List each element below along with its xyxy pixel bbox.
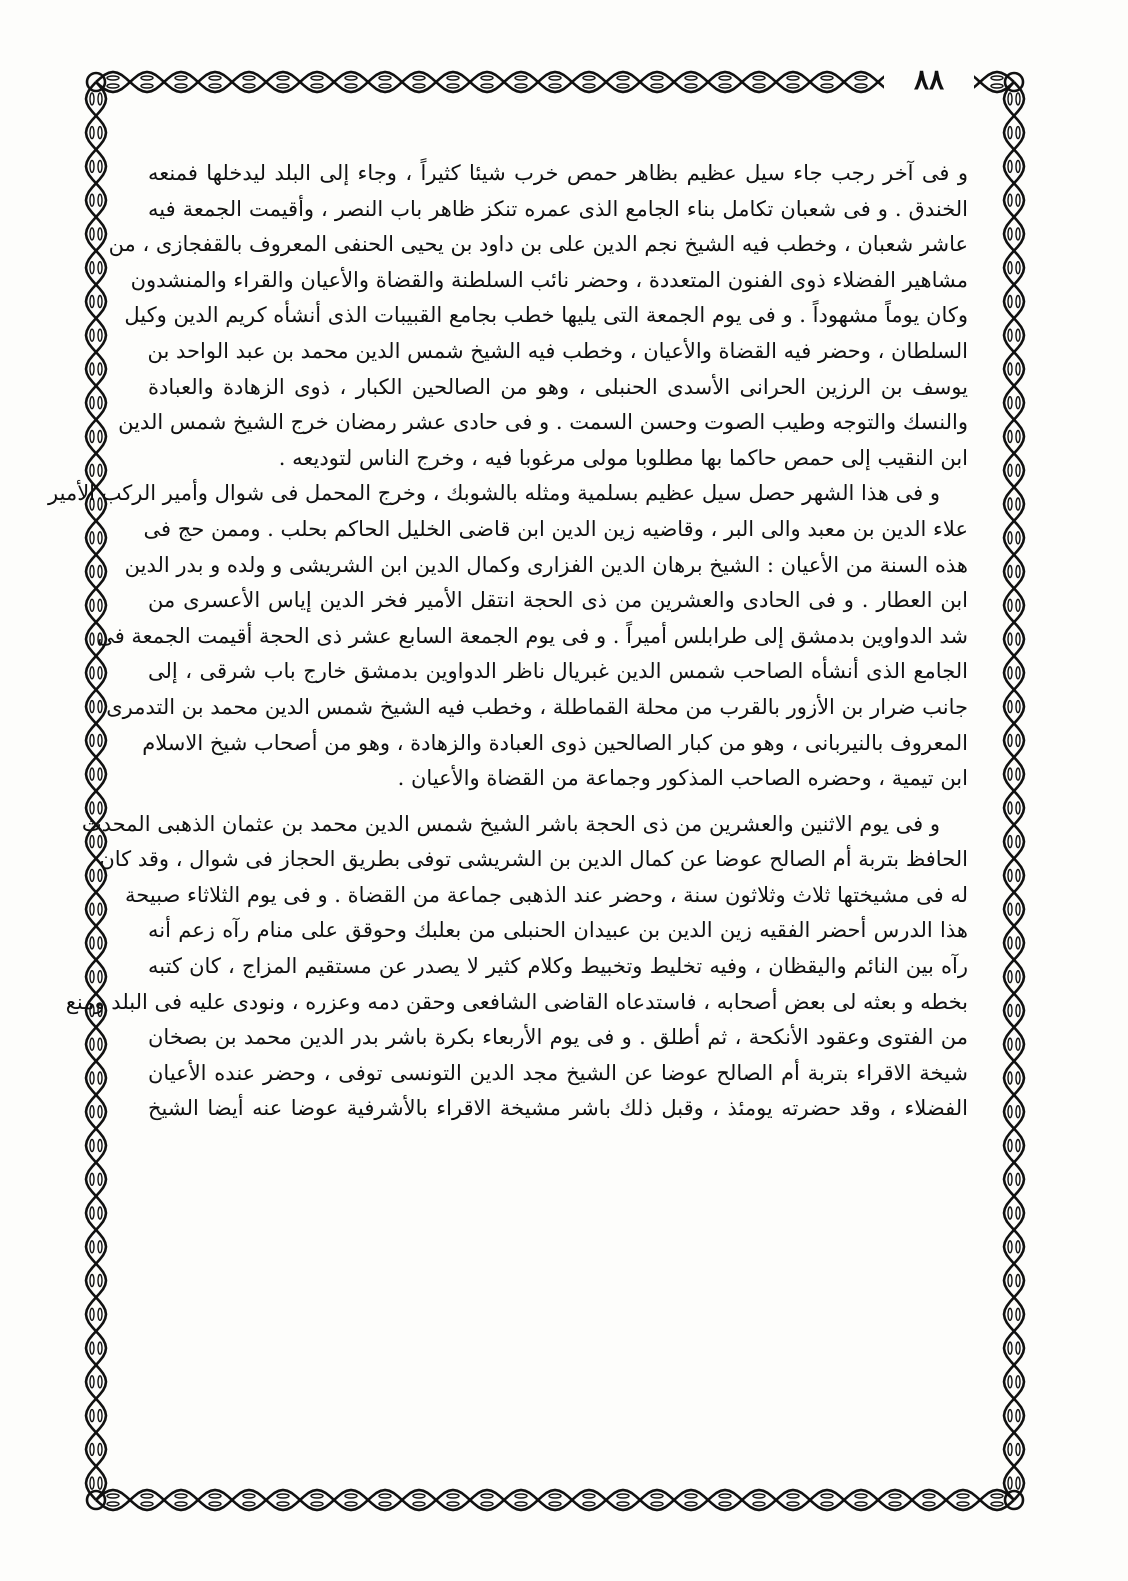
body-text: [48, 156, 968, 1436]
border-top: [96, 72, 1014, 92]
text-line: عاشر شعبان ، وخطب فيه الشيخ نجم الدين على بن داود بن يحيى الحنفى المعروف بالقفجازى ، من: [108, 232, 968, 257]
text-line: و فى هذا الشهر حصل سيل عظيم بسلمية ومثله بالشوبك ، وخرج المحمل فى شوال وأمير الركب الأمير: [48, 481, 940, 506]
border-left: [86, 82, 106, 1500]
text-line: السلطان ، وحضر فيه القضاة والأعيان ، وخطب فيه الشيخ شمس الدين محمد بن عبد الواحد بن: [147, 338, 968, 363]
text-line: ابن العطار . و فى الحادى والعشرين من ذى الحجة انتقل الأمير فخر الدين إياس الأعسرى من: [148, 588, 968, 613]
text-line: من الفتوى وعقود الأنكحة ، ثم أطلق . و فى يوم الأربعاء بكرة باشر بدر الدين محمد بن بصخان: [148, 1025, 968, 1050]
text-line: ابن تيمية ، وحضره الصاحب المذكور وجماعة من القضاة والأعيان .: [397, 766, 968, 791]
text-line: رآه بين النائم واليقظان ، وفيه تخليط وتخبيط وكلام كثير لا يصدر عن مستقيم المزاج ، كان كتبه: [148, 954, 968, 979]
text-line: و فى آخر رجب جاء سيل عظيم بظاهر حمص خرب شيئا كثيراً ، وجاء إلى البلد ليدخلها فمنعه: [148, 161, 968, 185]
text-line: الحافظ بتربة أم الصالح عوضا عن كمال الدين بن الشريشى توفى بطريق الحجاز فى شوال ، وقد كان: [99, 847, 968, 872]
text-line: الفضلاء ، وقد حضرته يومئذ ، وقبل ذلك باشر مشيخة الاقراء بالأشرفية عوضا عنه أيضا الشيخ: [148, 1096, 968, 1121]
paragraph: [65, 807, 968, 1127]
text-line: جانب ضرار بن الأزور بالقرب من محلة القماطلة ، وخطب فيه الشيخ شمس الدين محمد بن التدمرى: [106, 694, 968, 719]
text-line: مشاهير الفضلاء ذوى الفنون المتعددة ، وحضر نائب السلطنة والقضاة والأعيان والقراء والمنشدون: [130, 267, 968, 292]
text-line: هذا الدرس أحضر الفقيه زين الدين بن عبيدان الحنبلى من بعلبك وحوقق على منام رآه زعم أنه: [148, 918, 968, 943]
text-line: الجامع الذى أنشأه الصاحب شمس الدين غبريال ناظر الدواوين بدمشق خارج باب شرقى ، إلى: [148, 659, 968, 684]
text-line: يوسف بن الرزين الحرانى الأسدى الحنبلى ، وهو من الصالحين الكبار ، ذوى الزهادة والعبادة: [148, 374, 968, 399]
text-line: شيخة الاقراء بتربة أم الصالح عوضا عن الشيخ مجد الدين التونسى توفى ، وحضر عنده الأعيان: [148, 1060, 968, 1085]
paragraph-gap: [148, 797, 968, 807]
text-line: شد الدواوين بدمشق إلى طرابلس أميراً . و فى يوم الجمعة السابع عشر ذى الحجة أقيمت الجمعة فى: [97, 623, 968, 648]
paragraph: [48, 476, 968, 796]
text-line: الخندق . و فى شعبان تكامل بناء الجامع الذى عمره تنكز ظاهر باب النصر ، وأقيمت الجمعة فيه: [148, 196, 968, 221]
text-line: ابن النقيب إلى حمص حاكما بها مطلوبا مولى مرغوبا فيه ، وخرج الناس لتوديعه .: [278, 445, 968, 470]
text-line: و فى يوم الاثنين والعشرين من ذى الحجة باشر الشيخ شمس الدين محمد بن عثمان الذهبى المحدث: [81, 811, 940, 836]
text-line: المعروف بالنيربانى ، وهو من كبار الصالحين ذوى العبادة والزهادة ، وهو من أصحاب شيخ الاسلام: [142, 730, 968, 755]
page-number: ٨٨: [884, 62, 974, 98]
border-right: [1004, 82, 1024, 1500]
text-line: والنسك والتوجه وطيب الصوت وحسن السمت . و فى حادى عشر رمضان خرج الشيخ شمس الدين: [118, 410, 968, 435]
paragraph: [108, 156, 968, 476]
text-line: هذه السنة من الأعيان : الشيخ برهان الدين الفزارى وكمال الدين ابن الشريشى و ولده و بدر الدين: [124, 552, 968, 577]
border-bottom: [96, 1490, 1014, 1510]
text-line: له فى مشيختها ثلاث وثلاثون سنة ، وحضر عند الذهبى جماعة من القضاة . و فى يوم الثلاثاء صبيحة: [125, 882, 968, 907]
text-line: وكان يوماً مشهوداً . و فى يوم الجمعة التى يليها خطب بجامع القبيبات الذى أنشأه كريم الدين وكيل: [124, 303, 968, 328]
text-line: علاء الدين بن معبد والى البر ، وقاضيه زين الدين ابن قاضى الخليل الحاكم بحلب . وممن حج فى: [143, 516, 968, 541]
text-line: بخطه و بعثه لى بعض أصحابه ، فاستدعاه القاضى الشافعى وحقن دمه وعزره ، ونودى عليه فى البلد ومنع: [65, 989, 968, 1014]
